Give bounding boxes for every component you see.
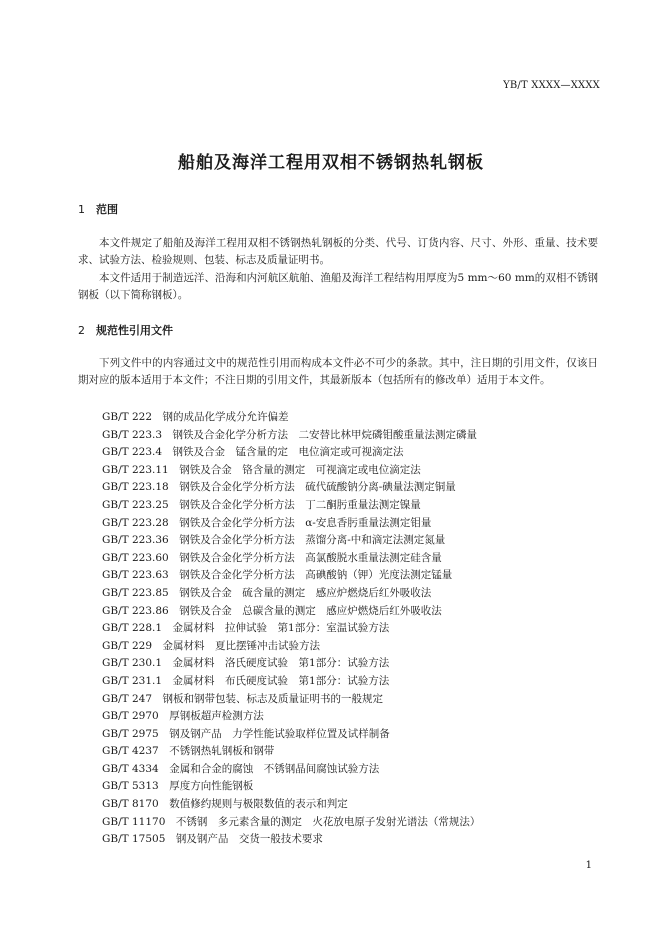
scope-paragraph-2: 本文件适用于制造远洋、沿海和内河航区航舶、渔船及海洋工程结构用厚度为5 mm～60 mm的双相不锈钢钢板（以下简称钢板）。 [78,272,598,301]
reference-item: GB/T 223.25 钢铁及合金化学分析方法 丁二酮肟重量法测定镍量 [102,498,421,511]
section-heading-normative-references [78,322,173,338]
reference-item: GB/T 223.4 钢铁及合金 锰含量的定 电位滴定或可视滴定法 [102,446,404,459]
document-code: YB/T XXXX—XXXX [503,80,600,91]
reference-item: GB/T 223.3 钢铁及合金化学分析方法 二安替比林甲烷磷钼酸重量法测定磷量 [102,428,478,441]
reference-item: GB/T 2970 厚钢板超声检测方法 [102,710,264,723]
reference-item: GB/T 5313 厚度方向性能钢板 [102,780,254,793]
reference-list [102,409,480,849]
page-number: 1 [585,860,592,871]
references-intro-paragraph: 下列文件中的内容通过文中的规范性引用而构成本文件必不可少的条款。其中，注日期的引用文件，仅该日期对应的版本适用于本文件；不注日期的引用文件，其最新版本（包括所有的修改单）适用于本文件。 [78,357,598,386]
section-number: 2 [78,324,85,337]
reference-item: GB/T 8170 数值修约规则与极限数值的表示和判定 [102,798,348,811]
reference-item: GB/T 230.1 金属材料 洛氏硬度试验 第1部分：试验方法 [102,657,390,670]
reference-item: GB/T 229 金属材料 夏比摆锤冲击试验方法 [102,639,321,652]
reference-item: GB/T 11170 不锈钢 多元素含量的测定 火花放电原子发射光谱法（常规法） [102,815,481,828]
reference-item: GB/T 223.60 钢铁及合金化学分析方法 高氯酸脱水重量法测定硅含量 [102,551,442,564]
reference-item: GB/T 228.1 金属材料 拉伸试验 第1部分：室温试验方法 [102,622,390,635]
document-title: 船舶及海洋工程用双相不锈钢热轧钢板 [178,153,484,173]
reference-item: GB/T 4334 金属和合金的腐蚀 不锈钢晶间腐蚀试验方法 [102,762,380,775]
reference-item: GB/T 222 钢的成品化学成分允许偏差 [102,411,289,423]
reference-item: GB/T 223.36 钢铁及合金化学分析方法 蒸馏分离-中和滴定法测定氮量 [102,534,446,547]
reference-item: GB/T 223.28 钢铁及合金化学分析方法 α-安息香肟重量法测定钼量 [102,516,432,529]
section-title: 范围 [96,203,118,216]
reference-item: GB/T 231.1 金属材料 布氏硬度试验 第1部分：试验方法 [102,674,390,687]
reference-item: GB/T 17505 钢及钢产品 交货一般技术要求 [102,833,323,846]
section-title: 规范性引用文件 [96,324,173,337]
reference-item: GB/T 4237 不锈钢热轧钢板和钢带 [102,745,275,758]
reference-item: GB/T 2975 钢及钢产品 力学性能试验取样位置及试样制备 [102,727,390,740]
section-number: 1 [78,203,85,216]
reference-item: GB/T 223.86 钢铁及合金 总碳含量的测定 感应炉燃烧后红外吸收法 [102,604,442,617]
reference-item: GB/T 223.63 钢铁及合金化学分析方法 高碘酸钠（钾）光度法测定锰量 [102,569,453,582]
reference-item: GB/T 247 钢板和钢带包装、标志及质量证明书的一般规定 [102,692,384,705]
section-heading-scope [78,201,118,217]
scope-paragraph-1: 本文件规定了船舶及海洋工程用双相不锈钢热轧钢板的分类、代号、订货内容、尺寸、外形、重量、技术要求、试验方法、检验规则、包装、标志及质量证明书。 [78,237,598,266]
reference-item: GB/T 223.18 钢铁及合金化学分析方法 硫代硫酸钠分离-碘量法测定铜量 [102,481,456,494]
reference-item: GB/T 223.85 钢铁及合金 硫含量的测定 感应炉燃烧后红外吸收法 [102,586,432,599]
reference-item: GB/T 223.11 钢铁及合金 铬含量的测定 可视滴定或电位滴定法 [102,463,421,476]
